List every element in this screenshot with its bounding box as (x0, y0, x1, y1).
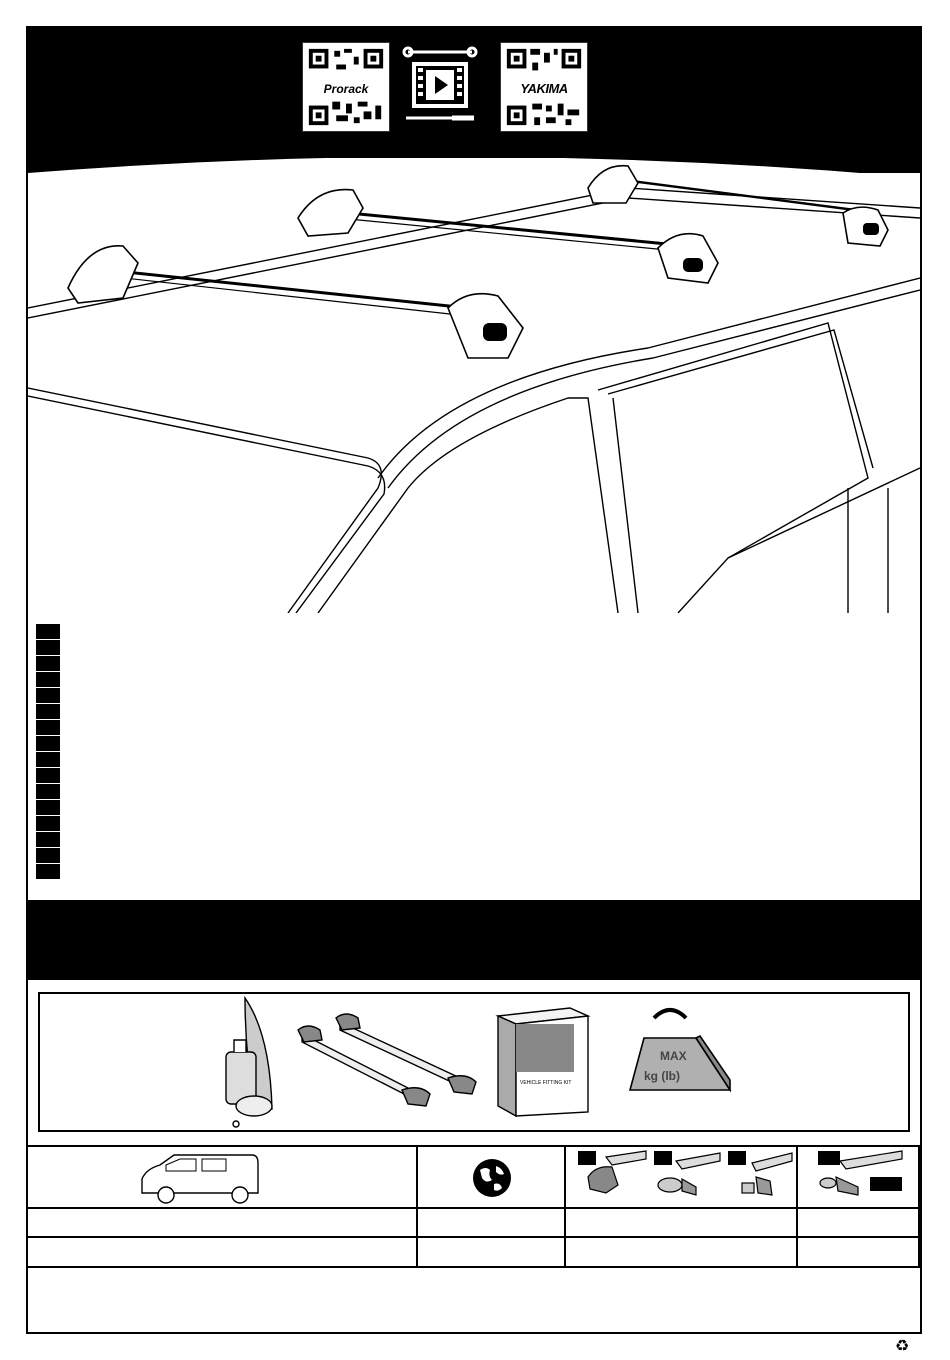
flush-bar-foot-icon (798, 1147, 920, 1209)
qr-brand-label: Prorack (307, 81, 385, 97)
qr-brand-label: YAKIMA (505, 81, 583, 97)
luggage-icon (226, 998, 272, 1127)
language-code (36, 864, 60, 879)
language-code (36, 848, 60, 863)
table-cell (798, 1209, 920, 1238)
square-bar-foot-icon (742, 1153, 792, 1195)
roof-rack-illustration (28, 158, 920, 613)
table-cell (798, 1238, 920, 1268)
table-cell (566, 1209, 798, 1238)
through-bar-foot-icon (658, 1153, 720, 1195)
crossbars-icon (298, 1014, 476, 1106)
title-band (28, 900, 920, 980)
play-video-icon[interactable] (402, 46, 478, 126)
language-code (36, 816, 60, 831)
table-cell (28, 1238, 418, 1268)
language-code (36, 672, 60, 687)
instruction-sheet (26, 26, 922, 1334)
bar-types-header-cell (566, 1147, 798, 1209)
language-code (36, 704, 60, 719)
language-code (36, 832, 60, 847)
qr-code-prorack[interactable] (302, 42, 390, 132)
product-overview-box (38, 992, 910, 1132)
table-cell (418, 1238, 566, 1268)
wingbar-foot-icon (588, 1151, 646, 1193)
bar-foot-icons (566, 1147, 798, 1209)
language-code (36, 768, 60, 783)
language-code (36, 800, 60, 815)
fitting-kit-box-icon (498, 1008, 588, 1116)
header-band (28, 28, 920, 173)
vehicle-header-cell (28, 1147, 418, 1209)
flush-bar-header-cell (798, 1147, 920, 1209)
qr-code-yakima[interactable] (500, 42, 588, 132)
language-code (36, 720, 60, 735)
table-cell (28, 1209, 418, 1238)
region-header-cell (418, 1147, 566, 1209)
fitment-table (28, 1145, 920, 1270)
language-code (36, 624, 60, 639)
kit-box-label: VEHICLE FITTING KIT (520, 1080, 572, 1086)
weight-unit-label: kg (lb) (644, 1069, 680, 1083)
table-cell (418, 1209, 566, 1238)
language-list (36, 624, 64, 880)
language-code (36, 784, 60, 799)
table-cell (566, 1238, 798, 1268)
language-code (36, 688, 60, 703)
language-code (36, 656, 60, 671)
recycle-icon: ♻ (894, 1336, 910, 1355)
globe-icon (472, 1158, 512, 1198)
language-code (36, 736, 60, 751)
notes-area (28, 1270, 920, 1332)
language-code (36, 640, 60, 655)
language-code (36, 752, 60, 767)
product-illustrations (40, 994, 908, 1130)
van-icon (136, 1151, 266, 1207)
weight-max-label: MAX (660, 1049, 687, 1063)
